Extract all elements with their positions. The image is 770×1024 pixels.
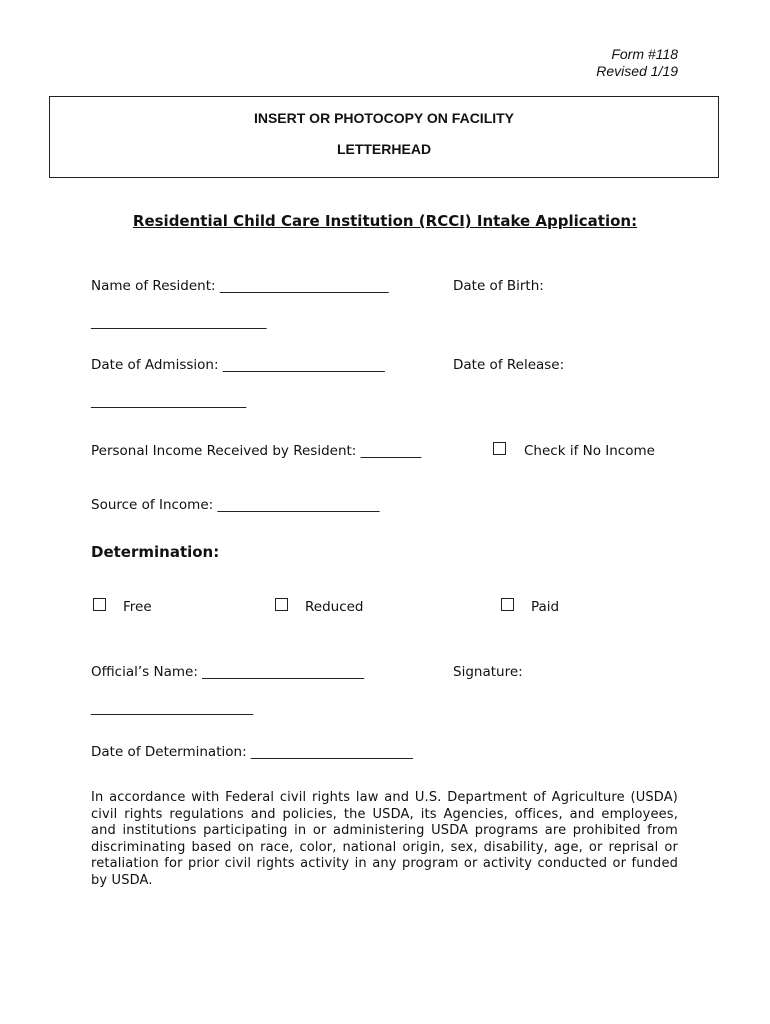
- reduced-label: Reduced: [305, 599, 364, 615]
- form-number: Form #118: [611, 46, 678, 62]
- signature-label: Signature:: [453, 664, 523, 680]
- page-title: Residential Child Care Institution (RCCI) Intake Application:: [132, 212, 638, 230]
- reduced-checkbox[interactable]: [275, 598, 288, 611]
- determination-heading: Determination:: [91, 543, 220, 561]
- date-of-release-field[interactable]: _______________________: [91, 393, 247, 409]
- letterhead-line-1: INSERT OR PHOTOCOPY ON FACILITY: [253, 110, 515, 126]
- free-checkbox[interactable]: [93, 598, 106, 611]
- date-of-release-label: Date of Release:: [453, 357, 565, 373]
- letterhead-box: [49, 96, 719, 178]
- source-of-income-field[interactable]: Source of Income: ________________________: [91, 497, 380, 513]
- letterhead-line-2: LETTERHEAD: [336, 141, 432, 157]
- nondiscrimination-notice: In accordance with Federal civil rights law and U.S. Department of Agriculture (USDA) civil rights regulations and policies, the USDA, its Agencies, offices, and employees, and institutions participating in or administering USDA programs are prohibited from discriminating based on race, color, national origin, sex, disability, age, or reprisal or retaliation for prior civil rights activity in any program or activity conducted or funded by USDA.: [91, 790, 678, 888]
- personal-income-field[interactable]: Personal Income Received by Resident: _________: [91, 443, 422, 459]
- revised-date: Revised 1/19: [596, 63, 678, 79]
- date-of-birth-field[interactable]: __________________________: [91, 314, 267, 330]
- signature-field[interactable]: ________________________: [91, 700, 253, 716]
- free-label: Free: [123, 599, 152, 615]
- paid-label: Paid: [531, 599, 560, 615]
- name-of-resident-field[interactable]: Name of Resident: _________________________: [91, 278, 389, 294]
- no-income-label: Check if No Income: [524, 443, 655, 459]
- date-of-birth-label: Date of Birth:: [453, 278, 544, 294]
- form-number-block: [596, 46, 678, 80]
- no-income-checkbox[interactable]: [493, 442, 506, 455]
- date-of-determination-field[interactable]: Date of Determination: ________________________: [91, 744, 413, 760]
- officials-name-field[interactable]: Official’s Name: ________________________: [91, 664, 365, 680]
- date-of-admission-field[interactable]: Date of Admission: ________________________: [91, 357, 385, 373]
- paid-checkbox[interactable]: [501, 598, 514, 611]
